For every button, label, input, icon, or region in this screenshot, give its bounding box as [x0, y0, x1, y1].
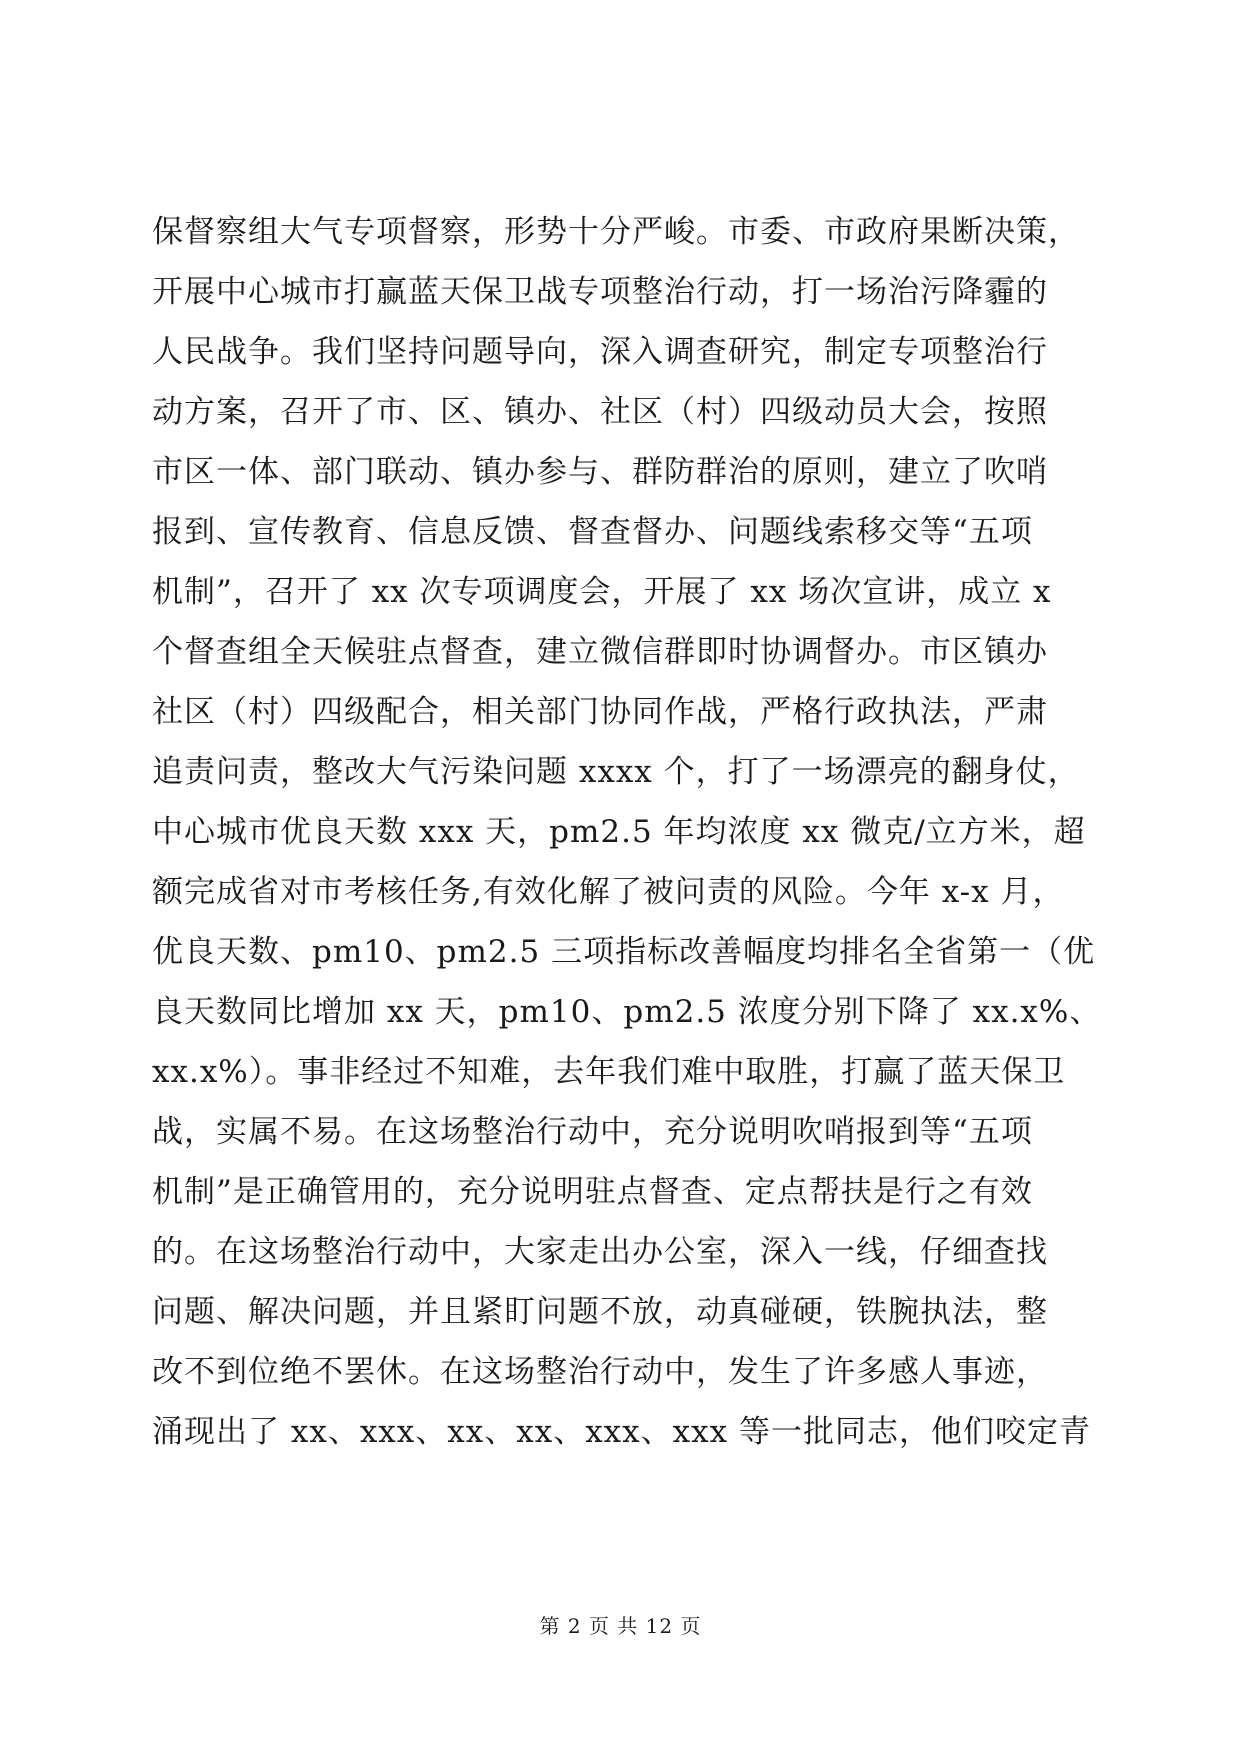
text-line-2: 开展中心城市打赢蓝天保卫战专项整治行动，打一场治污降霾的	[152, 274, 1048, 310]
text-line-9: 社区（村）四级配合，相关部门协同作战，严格行政执法，严肃	[152, 694, 1048, 730]
page-number-footer: 第 2 页 共 12 页	[539, 1614, 702, 1638]
text-line-12: 额完成省对市考核任务,有效化解了被问责的风险。今年 x-x 月，	[152, 874, 1065, 910]
text-line-17: 机制”是正确管用的，充分说明驻点督查、定点帮扶是行之有效	[152, 1174, 1033, 1210]
text-line-10: 追责问责，整改大气污染问题 xxxx 个，打了一场漂亮的翻身仗，	[152, 754, 1080, 790]
text-line-15: xx.x%）。事非经过不知难，去年我们难中取胜，打赢了蓝天保卫	[152, 1054, 1066, 1090]
text-line-14: 良天数同比增加 xx 天，pm10、pm2.5 浓度分别下降了 xx.x%、	[152, 994, 1102, 1030]
text-line-20: 改不到位绝不罢休。在这场整治行动中，发生了许多感人事迹，	[152, 1354, 1048, 1390]
text-line-18: 的。在这场整治行动中，大家走出办公室，深入一线，仔细查找	[152, 1234, 1048, 1270]
text-line-3: 人民战争。我们坚持问题导向，深入调查研究，制定专项整治行	[152, 334, 1048, 370]
text-line-6: 报到、宣传教育、信息反馈、督查督办、问题线索移交等“五项	[152, 514, 1033, 550]
text-line-21: 涌现出了 xx、xxx、xx、xx、xxx、xxx 等一批同志，他们咬定青	[152, 1414, 1091, 1450]
text-line-8: 个督查组全天候驻点督查，建立微信群即时协调督办。市区镇办	[152, 634, 1048, 670]
text-line-19: 问题、解决问题，并且紧盯问题不放，动真碰硬，铁腕执法，整	[152, 1294, 1048, 1330]
text-line-13: 优良天数、pm10、pm2.5 三项指标改善幅度均排名全省第一（优	[152, 934, 1096, 970]
text-line-11: 中心城市优良天数 xxx 天，pm2.5 年均浓度 xx 微克/立方米，超	[152, 814, 1086, 850]
text-line-16: 战，实属不易。在这场整治行动中，充分说明吹哨报到等“五项	[152, 1114, 1033, 1150]
text-line-1: 保督察组大气专项督察，形势十分严峻。市委、市政府果断决策，	[152, 214, 1080, 250]
text-line-5: 市区一体、部门联动、镇办参与、群防群治的原则，建立了吹哨	[152, 454, 1048, 490]
body-text	[152, 202, 1102, 1462]
text-line-7: 机制”，召开了 xx 次专项调度会，开展了 xx 场次宣讲，成立 x	[152, 574, 1052, 610]
text-line-4: 动方案，召开了市、区、镇办、社区（村）四级动员大会，按照	[152, 394, 1048, 430]
